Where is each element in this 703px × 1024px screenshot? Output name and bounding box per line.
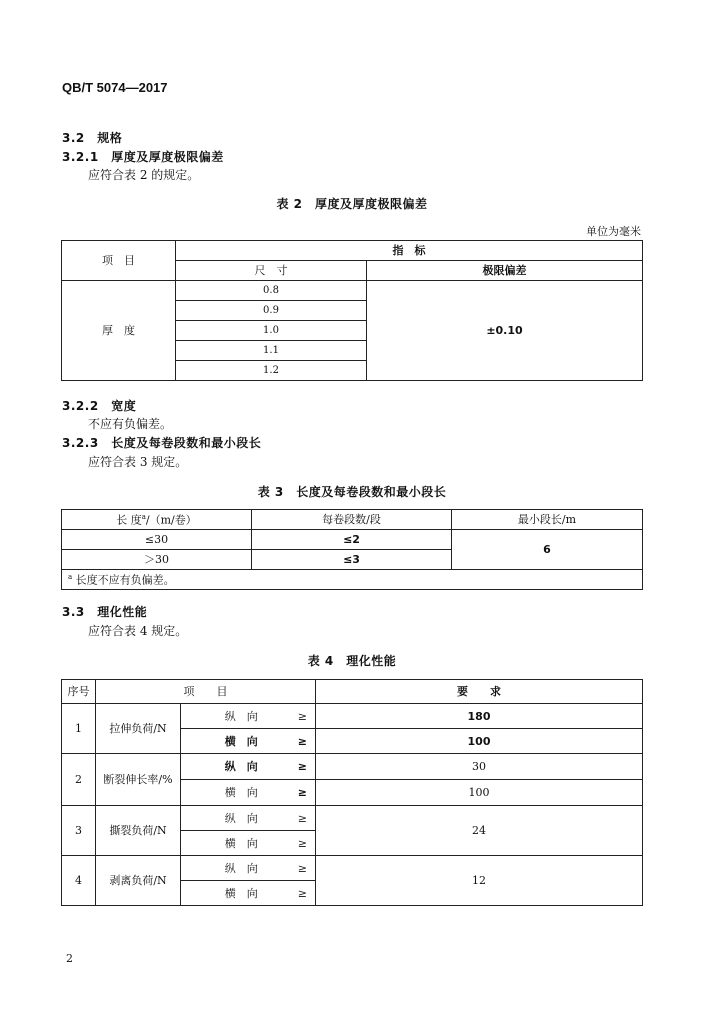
table4-row-name: 断裂伸长率/% <box>96 754 181 806</box>
section-number: 3.2.1 <box>62 150 99 164</box>
section-3-2-2-heading <box>62 397 136 414</box>
ge-symbol: ≥ <box>297 886 307 900</box>
table3-caption: 表 3 长度及每卷段数和最小段长 <box>257 485 447 499</box>
table4-row-name: 拉伸负荷/N <box>96 704 181 754</box>
table4-row-no: 1 <box>62 704 96 754</box>
table2-size-cell: 1.1 <box>176 341 367 361</box>
table2-size-cell: 1.0 <box>176 321 367 341</box>
section-title: 厚度及厚度极限偏差 <box>111 150 224 164</box>
ge-symbol: ≥ <box>297 786 307 799</box>
section-3-2-3-heading <box>62 434 261 451</box>
table2-header-tolerance: 极限偏差 <box>367 261 643 281</box>
header-length-prefix: 长 度 <box>116 513 142 527</box>
table4-row-name: 撕裂负荷/N <box>96 806 181 856</box>
direction-label: 纵 向 <box>224 709 258 723</box>
table3-length-cell: ≤30 <box>62 530 252 550</box>
table3-minlen-value: 6 <box>452 530 643 570</box>
table4-header-no: 序号 <box>62 680 96 704</box>
table4-caption: 表 4 理化性能 <box>307 654 397 668</box>
table2-unit: 单位为毫米 <box>586 225 641 238</box>
table4-value-cell: 30 <box>316 754 643 780</box>
table4-direction-cell <box>181 881 316 906</box>
table4-direction-cell <box>181 806 316 831</box>
direction-label: 横 向 <box>224 786 258 799</box>
section-3-2-1-text: 应符合表 2 的规定。 <box>88 168 200 182</box>
table4-row-no: 2 <box>62 754 96 806</box>
table4-header-item: 项 目 <box>96 680 316 704</box>
table2-size-cell: 1.2 <box>176 361 367 381</box>
footnote-marker: a <box>68 572 73 581</box>
table3-header-length <box>62 510 252 530</box>
table4-direction-cell <box>181 704 316 729</box>
ge-symbol: ≥ <box>297 836 307 850</box>
table4-header-requirement: 要 求 <box>316 680 643 704</box>
table2 <box>61 240 643 381</box>
table4-value-cell: 100 <box>316 729 643 754</box>
ge-symbol: ≥ <box>297 861 307 875</box>
table3 <box>61 509 643 590</box>
table2-size-cell: 0.9 <box>176 301 367 321</box>
table4-value-cell: 12 <box>316 856 643 906</box>
table2-header-item: 项 目 <box>62 241 176 281</box>
section-3-2-3-text: 应符合表 3 规定。 <box>88 455 188 469</box>
table3-footnote <box>62 570 643 590</box>
section-number: 3.3 <box>62 605 85 619</box>
table2-tolerance-value: ±0.10 <box>367 281 643 381</box>
direction-label: 纵 向 <box>224 760 258 773</box>
table4 <box>61 679 643 906</box>
table4-direction-cell <box>181 831 316 856</box>
ge-symbol: ≥ <box>297 709 307 723</box>
table2-size-cell: 0.8 <box>176 281 367 301</box>
table4-row-name: 剥离负荷/N <box>96 856 181 906</box>
standard-code: QB/T 5074—2017 <box>62 80 168 95</box>
table4-value-cell: 24 <box>316 806 643 856</box>
table4-value-cell: 180 <box>316 704 643 729</box>
section-3-3-heading <box>62 603 147 620</box>
table3-length-cell: ＞30 <box>62 550 252 570</box>
table2-caption: 表 2 厚度及厚度极限偏差 <box>276 197 428 211</box>
section-title: 理化性能 <box>97 605 148 619</box>
section-title: 长度及每卷段数和最小段长 <box>111 436 262 450</box>
ge-symbol: ≥ <box>297 811 307 825</box>
section-title: 规格 <box>97 131 123 145</box>
direction-label: 纵 向 <box>224 861 258 875</box>
ge-symbol: ≥ <box>297 734 307 748</box>
section-3-2-1-heading <box>62 148 224 165</box>
section-number: 3.2.2 <box>62 399 99 413</box>
table3-header-segments: 每卷段数/段 <box>252 510 452 530</box>
table4-direction-cell <box>181 754 316 780</box>
section-number: 3.2.3 <box>62 436 99 450</box>
footnote-text: 长度不应有负偏差。 <box>72 573 175 587</box>
header-length-unit: /（m/卷） <box>145 513 197 527</box>
page-number: 2 <box>66 952 73 965</box>
direction-label: 横 向 <box>224 886 258 900</box>
table3-header-minlen: 最小段长/m <box>452 510 643 530</box>
table2-row-label: 厚 度 <box>62 281 176 381</box>
footnote-marker: a <box>141 512 146 521</box>
table4-row-no: 4 <box>62 856 96 906</box>
table2-header-size: 尺 寸 <box>176 261 367 281</box>
table4-direction-cell <box>181 856 316 881</box>
direction-label: 横 向 <box>224 734 258 748</box>
table3-segments-cell: ≤3 <box>252 550 452 570</box>
table4-direction-cell <box>181 780 316 806</box>
ge-symbol: ≥ <box>297 760 307 773</box>
table4-value-cell: 100 <box>316 780 643 806</box>
section-title: 宽度 <box>111 399 137 413</box>
section-3-2-2-text: 不应有负偏差。 <box>88 417 173 431</box>
table4-row-no: 3 <box>62 806 96 856</box>
section-number: 3.2 <box>62 131 85 145</box>
table3-segments-cell: ≤2 <box>252 530 452 550</box>
table2-header-index: 指 标 <box>176 241 643 261</box>
section-3-3-text: 应符合表 4 规定。 <box>88 624 188 638</box>
direction-label: 横 向 <box>224 836 258 850</box>
section-3-2-heading <box>62 129 122 146</box>
table4-direction-cell <box>181 729 316 754</box>
direction-label: 纵 向 <box>224 811 258 825</box>
